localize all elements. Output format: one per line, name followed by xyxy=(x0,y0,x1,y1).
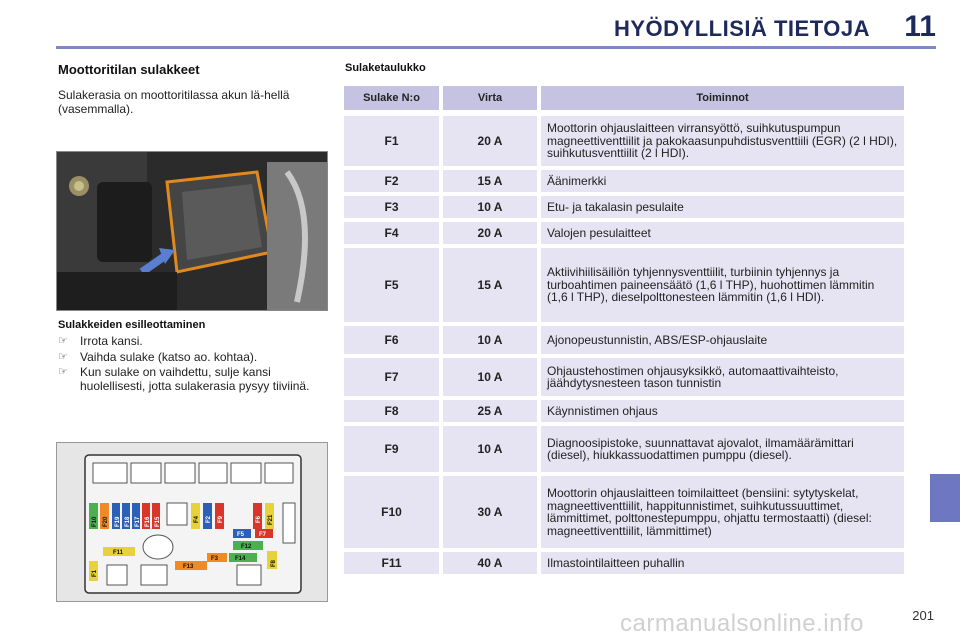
fuse-table xyxy=(344,86,904,578)
fuse-label: F17 xyxy=(135,516,141,527)
watermark: carmanualsonline.info xyxy=(620,610,864,637)
chapter-number: 11 xyxy=(904,10,936,43)
fuse-cell: F4 xyxy=(344,222,439,244)
function-cell: Ohjaustehostimen ohjausyksikkö, automaattivaihteisto, jäähdytysnesteen tason tunnistin xyxy=(541,358,904,396)
current-cell: 15 A xyxy=(443,170,537,192)
table-row xyxy=(344,196,904,218)
table-row xyxy=(344,326,904,354)
fuse-cell: F10 xyxy=(344,476,439,548)
page-header-title: HYÖDYLLISIÄ TIETOJA xyxy=(613,16,870,41)
table-row xyxy=(344,400,904,422)
current-cell: 25 A xyxy=(443,400,537,422)
table-header-row xyxy=(344,86,904,110)
fuse-label: F5 xyxy=(237,532,245,538)
fuse-label: F19 xyxy=(115,516,121,527)
fuse-cell: F8 xyxy=(344,400,439,422)
table-row xyxy=(344,552,904,574)
current-cell: 10 A xyxy=(443,426,537,472)
fuse-box-diagram xyxy=(56,442,328,602)
pointing-hand-icon: ☞ xyxy=(58,335,68,347)
fuse-cell: F1 xyxy=(344,116,439,166)
section-title: Moottoritilan sulakkeet xyxy=(58,62,200,77)
fuse-cell: F11 xyxy=(344,552,439,574)
list-item: ☞ Irrota kansi. xyxy=(58,334,143,348)
function-cell: Moottorin ohjauslaitteen toimilaitteet (bensiini: sytytyskelat, magneettiventtiilit, happitunnistimet, suihkutussuuttimet, lämmittimet, polttonestepumppu, ohjattu termostaatti) (diesel: magneettiventtiilit, lämmittimet) xyxy=(541,476,904,548)
function-cell: Aktiivihiilisäiliön tyhjennysventtiilit, turbiinin tyhjennys ja turboahtimen paineensäätö (1,6 l THP), huohottimen lämmitin (1,6 l THP), dieselpolttonesteen lämmitin (1,6 l HDI). xyxy=(541,248,904,322)
fuse-label: F11 xyxy=(113,550,124,556)
function-cell: Käynnistimen ohjaus xyxy=(541,400,904,422)
fuse-cell: F5 xyxy=(344,248,439,322)
table-row xyxy=(344,426,904,472)
fuse-label: F3 xyxy=(211,556,219,562)
current-cell: 10 A xyxy=(443,196,537,218)
fuse-label: F2 xyxy=(206,515,212,523)
steps-list xyxy=(58,335,330,395)
function-cell: Etu- ja takalasin pesulaite xyxy=(541,196,904,218)
fuse-label: F14 xyxy=(235,556,246,562)
fuse-cell: F9 xyxy=(344,426,439,472)
pointing-hand-icon: ☞ xyxy=(58,350,68,363)
function-cell: Moottorin ohjauslaitteen virransyöttö, suihkutuspumpun magneettiventtiilit ja pakokaasunpuhdistusventtiili (EGR) (2 l HDI), suihkutusventtiilit (2 l HDI). xyxy=(541,116,904,166)
current-cell: 30 A xyxy=(443,476,537,548)
fuse-label: F18 xyxy=(125,516,131,527)
fuse-label: F12 xyxy=(241,544,252,550)
table-row xyxy=(344,358,904,396)
column-header-current: Virta xyxy=(443,86,537,110)
engine-bay-photo xyxy=(56,151,328,311)
fuse-label: F15 xyxy=(155,516,161,527)
fuse-label: F1 xyxy=(92,569,98,577)
fuse-cell: F2 xyxy=(344,170,439,192)
pointing-hand-icon: ☞ xyxy=(58,366,68,378)
function-cell: Äänimerkki xyxy=(541,170,904,192)
intro-text: Sulakerasia on moottoritilassa akun lä-hellä (vasemmalla). xyxy=(58,88,290,116)
current-cell: 40 A xyxy=(443,552,537,574)
header-rule xyxy=(56,46,936,49)
fuse-label: F4 xyxy=(194,515,200,523)
fuse-label: F10 xyxy=(92,516,98,527)
function-cell: Ilmastointilaitteen puhallin xyxy=(541,552,904,574)
fuse-label: F13 xyxy=(183,564,194,570)
current-cell: 20 A xyxy=(443,222,537,244)
list-item: ☞ Vaihda sulake (katso ao. kohtaa). xyxy=(58,349,258,364)
table-row xyxy=(344,222,904,244)
column-header-fuse: Sulake N:o xyxy=(344,86,439,110)
function-cell: Valojen pesulaitteet xyxy=(541,222,904,244)
fuse-label: F21 xyxy=(268,514,274,525)
fuse-cell: F3 xyxy=(344,196,439,218)
current-cell: 20 A xyxy=(443,116,537,166)
function-cell: Diagnoosipistoke, suunnattavat ajovalot, ilmamäärämittari (diesel), hiukkassuodattimen pumppu (diesel). xyxy=(541,426,904,472)
current-cell: 10 A xyxy=(443,326,537,354)
access-title: Sulakkeiden esilleottaminen xyxy=(58,319,206,331)
table-title: Sulaketaulukko xyxy=(345,62,426,74)
page-number: 201 xyxy=(912,608,934,623)
list-item: ☞ Kun sulake on vaihdettu, sulje kansi huolellisesti, jotta sulakerasia pysyy tiiviinä. xyxy=(58,365,310,393)
fuse-label: F8 xyxy=(271,559,277,567)
table-row xyxy=(344,248,904,322)
fuse-cell: F6 xyxy=(344,326,439,354)
table-row xyxy=(344,116,904,166)
chapter-side-tab xyxy=(930,474,960,522)
fuse-cell: F7 xyxy=(344,358,439,396)
column-header-function: Toiminnot xyxy=(541,86,904,110)
fuse-label: F16 xyxy=(145,516,151,527)
fuse-label: F9 xyxy=(218,515,224,523)
table-row xyxy=(344,170,904,192)
current-cell: 15 A xyxy=(443,248,537,322)
table-row xyxy=(344,476,904,548)
fuse-label: F6 xyxy=(256,515,262,523)
current-cell: 10 A xyxy=(443,358,537,396)
function-cell: Ajonopeustunnistin, ABS/ESP-ohjauslaite xyxy=(541,326,904,354)
fuse-label: F20 xyxy=(103,516,109,527)
fuse-label: F7 xyxy=(259,532,267,538)
